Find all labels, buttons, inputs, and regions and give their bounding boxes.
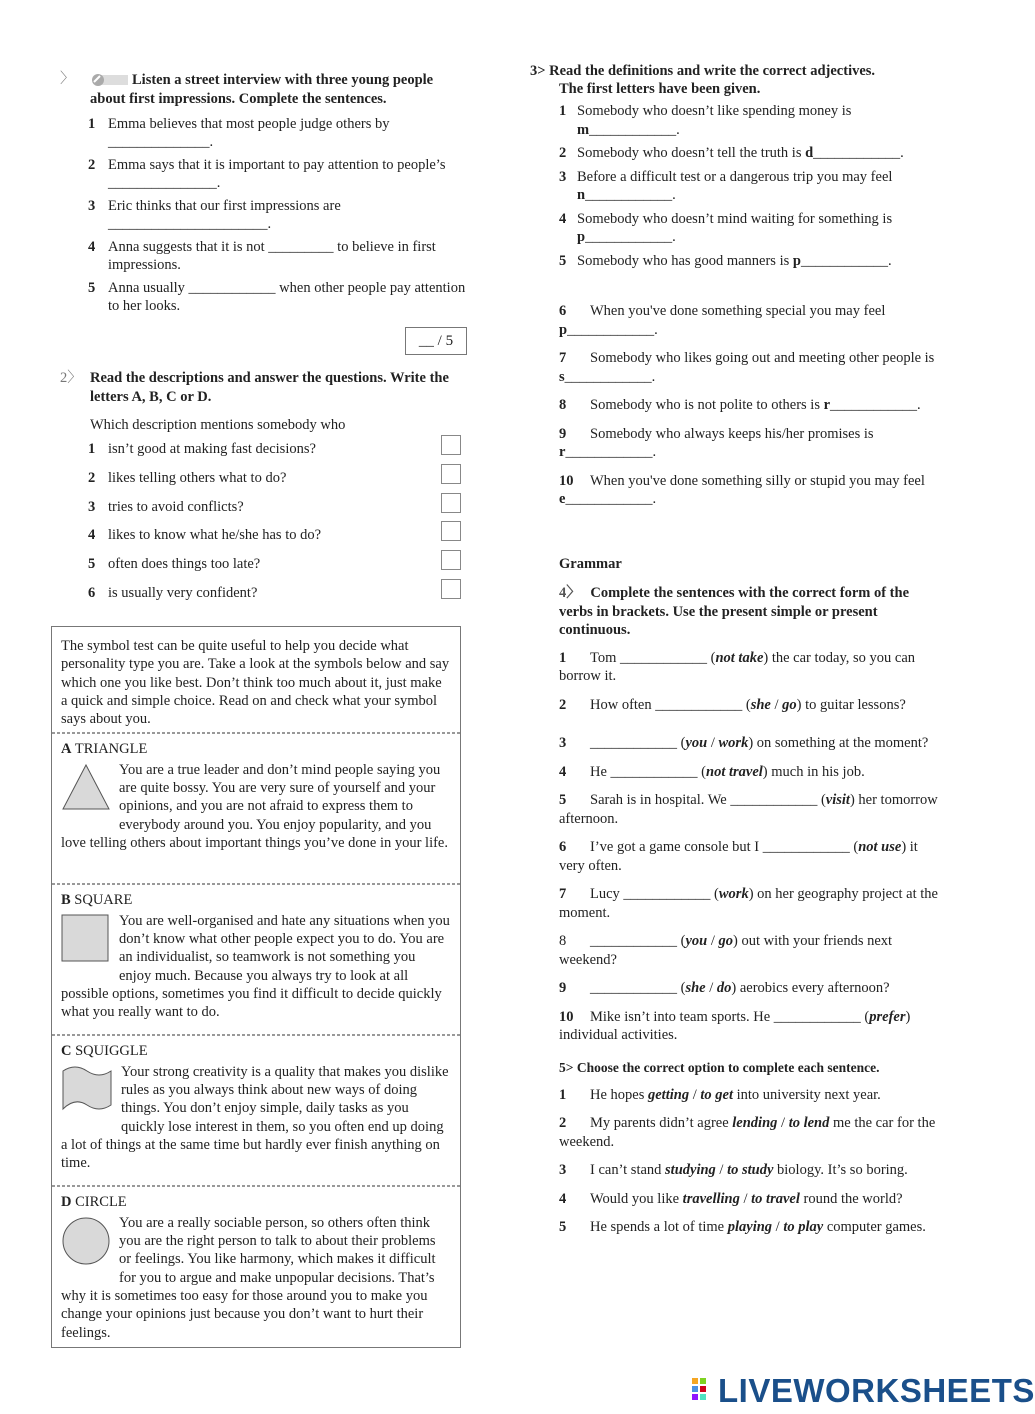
exercise-1-item [60, 115, 470, 151]
option-2[interactable]: to lend [788, 1115, 830, 1131]
item-number: 5 [559, 792, 567, 808]
item-number: 4 [559, 763, 567, 780]
answer-blank[interactable]: ____________. [565, 491, 657, 507]
item-text: ) much in his job. [762, 763, 865, 780]
exercise-1-list [60, 115, 470, 315]
item-number: 3 [88, 498, 96, 515]
exercise-5-item [559, 1190, 944, 1209]
item-text: ) her tomorrow afternoon. [559, 792, 938, 827]
item-text: Before a difficult test or a dangerous trip you may feel [577, 168, 893, 185]
answer-box[interactable] [441, 493, 461, 513]
exercise-4-instruction-row [559, 584, 944, 640]
separator: / [739, 1190, 752, 1207]
exercise-3-item [530, 168, 945, 205]
liveworksheets-logo-icon [692, 1378, 714, 1400]
option-1[interactable]: playing [727, 1219, 773, 1235]
item-text: I’ve got a game console but I ____________ ( [590, 839, 859, 855]
item-number: 8 [559, 397, 567, 413]
item-number: 1 [88, 116, 96, 132]
option-1[interactable]: getting [648, 1086, 690, 1103]
answer-blank[interactable]: ____________. [800, 252, 892, 269]
item-text: When you've done something silly or stupid you may feel [590, 472, 925, 489]
item-number: 3 [559, 735, 567, 751]
exercise-5-item [559, 1086, 944, 1105]
item-number: 7 [559, 886, 567, 902]
exercise-2-instruction: Read the descriptions and answer the questions. Write the letters A, B, C or D. [90, 370, 449, 405]
exercise-2-arrow: 2〉 [60, 370, 82, 386]
item-text: isn’t good at making fast decisions? [108, 441, 316, 457]
item-text: My parents didn’t agree [590, 1115, 733, 1131]
separator: / [705, 980, 717, 996]
section-title: SQUIGGLE [71, 1043, 148, 1060]
item-text: ) aerobics every afternoon? [731, 980, 890, 996]
verb-hint: she [750, 696, 771, 713]
item-text: Somebody who doesn’t tell the truth is [577, 145, 806, 161]
answer-box[interactable] [441, 579, 461, 599]
option-2[interactable]: to travel [751, 1190, 800, 1207]
exercise-1-item [60, 238, 470, 274]
audio-icon[interactable] [88, 73, 128, 87]
item-text: likes to know what he/she has to do? [108, 527, 322, 544]
option-2[interactable]: to get [700, 1086, 733, 1103]
section-heading [61, 740, 451, 758]
reading-section-a [52, 733, 460, 884]
option-1[interactable]: travelling [682, 1190, 740, 1207]
item-number: 7 [559, 350, 567, 366]
item-number: 2 [559, 696, 567, 713]
verb-hint: she [685, 980, 706, 996]
item-number: 5 [88, 280, 96, 296]
item-number: 10 [559, 472, 574, 489]
exercise-4-item [559, 885, 944, 922]
grammar-heading: Grammar [559, 556, 622, 572]
exercise-5-item [559, 1218, 944, 1237]
item-text: likes telling others what to do? [108, 469, 287, 486]
reading-sections [52, 733, 460, 1353]
item-text: ) out with your friends next weekend? [559, 933, 893, 968]
exercise-4-item [559, 763, 944, 782]
exercise-5-item [559, 1161, 944, 1180]
exercise-2-item [60, 555, 470, 573]
item-number: 4 [559, 1190, 567, 1207]
exercise-3-item [530, 472, 945, 509]
answer-blank[interactable]: ____________. [564, 368, 656, 385]
triangle-icon [61, 763, 111, 816]
first-letter: m [577, 121, 590, 138]
item-text: biology. It’s so boring. [773, 1162, 908, 1178]
item-number: 5 [88, 556, 96, 573]
item-number: 1 [559, 103, 567, 119]
item-text: When you've done something special you may feel [590, 303, 886, 319]
item-text: Mike isn’t into team sports. He ____________ ( [590, 1008, 870, 1025]
verb-hint: not use [858, 839, 902, 855]
item-text: ) it very often. [559, 839, 918, 874]
exercise-1-item [60, 279, 470, 315]
item-text: I can’t stand [590, 1162, 666, 1178]
item-text: Tom ____________ ( [590, 649, 716, 666]
exercise-4-item [559, 696, 944, 715]
item-text: Would you like [590, 1190, 683, 1207]
option-2[interactable]: to study [727, 1162, 774, 1178]
separator: / [707, 933, 719, 949]
item-number: 9 [559, 980, 567, 996]
item-text: ____________ ( [590, 980, 686, 996]
verb-hint: go [718, 933, 733, 949]
separator: / [689, 1086, 701, 1103]
verb-hint: you [685, 933, 708, 949]
item-text: Anna usually ____________ when other people pay attention to her looks. [108, 280, 466, 314]
item-text: ) the car today, so you can borrow it. [559, 649, 916, 684]
exercise-1-instruction-row [60, 71, 470, 109]
section-heading [61, 1042, 451, 1060]
exercise-3-item [530, 144, 945, 163]
item-text: ____________ ( [590, 933, 686, 949]
section-heading [61, 1193, 451, 1211]
section-letter: A [61, 741, 72, 758]
item-text: into university next year. [733, 1086, 881, 1103]
item-text: Emma believes that most people judge others by ______________. [108, 116, 390, 150]
section-letter: C [61, 1043, 72, 1060]
item-number: 3 [88, 198, 96, 214]
exercise-3-instruction-1: 3> Read the definitions and write the correct adjectives. [530, 63, 876, 79]
separator: / [772, 1219, 784, 1235]
exercise-3-item [530, 396, 945, 415]
exercise-4-item [559, 649, 944, 686]
exercise-2-item [60, 440, 470, 458]
item-text: ____________ ( [590, 735, 686, 751]
item-text: Sarah is in hospital. We ____________ ( [590, 792, 826, 808]
answer-box[interactable] [441, 435, 461, 455]
option-2[interactable]: to play [783, 1219, 824, 1235]
exercise-4-item [559, 932, 944, 969]
exercise-2-list [60, 440, 470, 602]
first-letter: s [559, 368, 565, 385]
item-number: 4 [88, 239, 96, 255]
verb-hint: prefer [869, 1008, 906, 1025]
first-letter: p [577, 229, 586, 245]
square-icon [61, 914, 111, 969]
separator: / [707, 735, 719, 751]
separator: / [777, 1115, 789, 1131]
verb-hint: you [685, 735, 708, 751]
item-text: He spends a lot of time [590, 1219, 728, 1235]
item-text: ) individual activities. [559, 1008, 911, 1043]
first-letter: n [577, 187, 586, 203]
item-number: 2 [88, 157, 96, 173]
exercise-1-item [60, 197, 470, 233]
separator: / [770, 696, 783, 713]
answer-blank[interactable]: ____________. [813, 145, 904, 161]
exercise-4-instruction: Complete the sentences with the correct form of the verbs in brackets. Use the present simple or present continuous. [559, 585, 909, 638]
item-text: Somebody who doesn’t mind waiting for something is [577, 210, 893, 227]
item-text: ) on something at the moment? [748, 735, 929, 751]
item-number: 5 [559, 1219, 567, 1235]
item-number: 1 [559, 649, 567, 666]
exercise-1-arrow: 〉 [60, 71, 75, 87]
exercise-3-item [530, 102, 945, 139]
first-letter: r [559, 444, 566, 460]
section-text: You are well-organised and hate any situations when you don’t know what other people expect you to do. You are an individualist, so teamwork is not something you enjoy much. Because you always try to look at all possible options, sometimes you find it difficult to decide quickly what you really want to do. [61, 912, 450, 1021]
first-letter: p [559, 321, 568, 338]
item-text: Emma says that it is important to pay attention to people’s _______________. [108, 157, 446, 191]
answer-blank[interactable]: ____________. [589, 121, 680, 138]
item-text: How often ____________ ( [590, 696, 751, 713]
item-text: Anna suggests that it is not _________ to believe in first impressions. [108, 239, 436, 273]
item-number: 3 [559, 168, 567, 185]
exercise-3 [530, 62, 945, 519]
item-text: Somebody who is not polite to others is [590, 397, 824, 413]
liveworksheets-logo: LIVEWORKSHEETS [718, 1372, 1035, 1409]
verb-hint: work [718, 735, 749, 751]
item-number: 2 [559, 145, 567, 161]
item-number: 4 [88, 527, 96, 544]
exercise-1-item [60, 156, 470, 192]
verb-hint: go [782, 696, 797, 713]
reading-section-b [52, 884, 460, 1035]
section-title: TRIANGLE [71, 741, 148, 758]
item-text: Lucy ____________ ( [590, 886, 719, 902]
answer-blank[interactable]: ____________. [830, 397, 921, 413]
exercise-4-item [559, 791, 944, 828]
section-letter: B [61, 892, 71, 909]
first-letter: d [805, 145, 814, 161]
item-number: 1 [88, 441, 96, 457]
item-number: 6 [88, 584, 96, 601]
exercise-1 [60, 71, 470, 320]
exercise-3-instruction-2: The first letters have been given. [559, 81, 761, 97]
item-text: often does things too late? [108, 556, 261, 573]
exercise-4-item [559, 838, 944, 875]
verb-hint: work [718, 886, 749, 902]
section-title: SQUARE [70, 892, 133, 909]
exercise-3-item [530, 425, 945, 462]
section-title: CIRCLE [71, 1194, 127, 1211]
item-number: 2 [88, 469, 96, 486]
item-number: 8 [559, 933, 567, 949]
item-text: Somebody who always keeps his/her promises is [590, 425, 874, 442]
item-number: 2 [559, 1115, 567, 1131]
exercise-5-item [559, 1114, 944, 1151]
item-text: He hopes [590, 1086, 648, 1103]
section-text: You are a true leader and don’t mind people saying you are quite bossy. You are very sure of yourself and your opinions, and you are not afraid to express them to everybody around you. You enjoy popularity, and you love telling others about important things you’ve done in your life. [61, 761, 448, 851]
reading-section-c [52, 1035, 460, 1186]
exercise-2-item [60, 469, 470, 487]
first-letter: e [559, 491, 566, 507]
answer-blank[interactable]: ____________. [585, 187, 676, 203]
item-text: Somebody who likes going out and meeting other people is [590, 350, 935, 366]
exercise-4-item [559, 734, 944, 753]
exercise-2-item [60, 498, 470, 516]
item-text: me the car for the weekend. [559, 1115, 936, 1150]
exercise-3-item [530, 302, 945, 339]
exercise-2 [60, 369, 470, 613]
item-text: round the world? [799, 1190, 903, 1207]
exercise-4-item [559, 1008, 944, 1045]
exercise-2-item [60, 584, 470, 602]
item-number: 5 [559, 252, 567, 269]
exercise-5-list [559, 1086, 944, 1237]
item-number: 1 [559, 1086, 567, 1103]
exercise-2-lead: Which description mentions somebody who [90, 417, 346, 433]
exercise-5-instruction: 5> Choose the correct option to complete each sentence. [559, 1059, 880, 1075]
item-text: He ____________ ( [590, 763, 706, 780]
section-letter: D [61, 1194, 72, 1211]
answer-blank[interactable]: ____________. [585, 229, 676, 245]
reading-intro: The symbol test can be quite useful to help you decide what personality type you are. Take a look at the symbols below and say which one you like best. Don’t think too much about it, just make a quick and simple choice. Read on and check what your symbol says about you. [52, 627, 460, 733]
exercise-2-instruction-row [60, 369, 470, 407]
circle-icon [61, 1216, 111, 1271]
item-number: 6 [559, 303, 567, 319]
item-text: Somebody who doesn’t like spending money is [577, 103, 852, 119]
exercise-3-list [530, 102, 945, 509]
first-letter: r [823, 397, 831, 413]
squiggle-icon [61, 1065, 113, 1118]
item-text: Eric thinks that our first impressions are ______________________. [108, 198, 341, 232]
exercise-3-item [530, 210, 945, 247]
item-text: computer games. [823, 1219, 926, 1235]
section-text: Your strong creativity is a quality that makes you dislike rules as you always think about new ways of doing things. You don’t enjoy simple, daily tasks as you quickly lose interest in them, so you often end up doing a lot of things at the same time but hardly ever finish anything on time. [61, 1063, 449, 1172]
section-heading [61, 891, 451, 909]
answer-box[interactable] [441, 464, 461, 484]
item-text: ) on her geography project at the moment. [559, 886, 938, 921]
verb-hint: visit [825, 792, 850, 808]
reading-section-d [52, 1186, 460, 1353]
answer-blank[interactable]: ____________. [565, 444, 657, 460]
exercise-3-item [530, 252, 945, 271]
answer-blank[interactable]: ____________. [567, 321, 658, 338]
exercise-4-list [559, 649, 944, 1045]
item-text: is usually very confident? [108, 584, 258, 601]
verb-hint: not travel [706, 763, 763, 780]
item-text: ) to guitar lessons? [796, 696, 906, 713]
item-text: tries to avoid conflicts? [108, 498, 244, 515]
option-1[interactable]: studying [665, 1162, 716, 1178]
exercise-3-item [530, 349, 945, 386]
separator: / [715, 1162, 728, 1178]
item-number: 10 [559, 1008, 574, 1025]
exercise-4-item [559, 979, 944, 998]
item-number: 4 [559, 210, 567, 227]
option-1[interactable]: lending [732, 1115, 778, 1131]
exercise-4-arrow: 4〉 [559, 585, 581, 601]
verb-hint: not take [715, 649, 764, 666]
verb-hint: do [716, 980, 732, 996]
item-text: Somebody who has good manners is [577, 252, 793, 269]
reading-box [51, 626, 461, 1348]
answer-box[interactable] [441, 550, 461, 570]
score-box: __ / 5 [405, 327, 467, 355]
exercise-2-item [60, 526, 470, 544]
item-number: 9 [559, 425, 567, 442]
item-number: 3 [559, 1162, 567, 1178]
exercise-1-instruction: Listen a street interview with three young people about first impressions. Complete the sentences. [90, 72, 434, 107]
item-number: 6 [559, 839, 567, 855]
first-letter: p [792, 252, 801, 269]
grammar-section [559, 555, 944, 1247]
section-text: You are a really sociable person, so others often think you are the right person to talk to about their problems or feelings. You like harmony, which makes it difficult for you to argue and make unpopular decisions. That’s why it is sometimes too easy for those around you to make you change your opinions just because you don’t want to hurt their feelings. [61, 1214, 436, 1341]
answer-box[interactable] [441, 521, 461, 541]
